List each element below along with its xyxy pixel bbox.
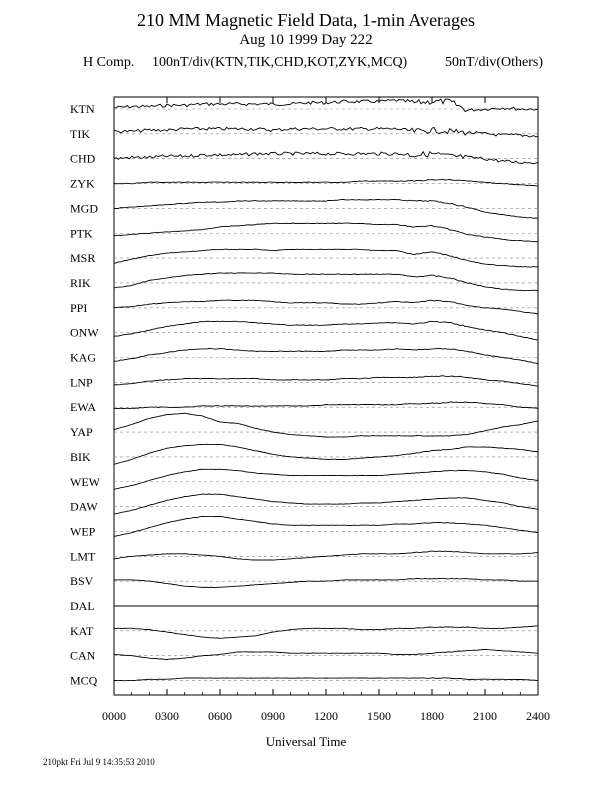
other-scale-label: 50nT/div(Others) bbox=[445, 55, 543, 70]
station-label-kag: KAG bbox=[70, 350, 96, 365]
station-label-ewa: EWA bbox=[70, 400, 96, 415]
station-label-can: CAN bbox=[70, 648, 96, 663]
trace-chd bbox=[114, 152, 538, 164]
station-label-kat: KAT bbox=[70, 623, 94, 638]
station-label-zyk: ZYK bbox=[70, 176, 95, 191]
station-label-msr: MSR bbox=[70, 251, 96, 266]
x-tick-label: 0600 bbox=[208, 709, 232, 723]
x-tick-label: 1500 bbox=[367, 709, 391, 723]
trace-lmt bbox=[114, 551, 538, 560]
x-tick-label: 1200 bbox=[314, 709, 338, 723]
x-axis-label: Universal Time bbox=[265, 734, 347, 749]
trace-mgd bbox=[114, 200, 538, 219]
trace-yap bbox=[114, 413, 538, 437]
trace-can bbox=[114, 650, 538, 660]
station-label-wep: WEP bbox=[70, 524, 96, 539]
station-label-bsv: BSV bbox=[70, 574, 94, 589]
station-labels bbox=[70, 102, 101, 688]
trace-daw bbox=[114, 494, 538, 514]
x-tick-label: 2100 bbox=[473, 709, 497, 723]
trace-onw bbox=[114, 321, 538, 340]
station-label-lmt: LMT bbox=[70, 549, 96, 564]
trace-zyk bbox=[114, 179, 538, 186]
station-label-mcq: MCQ bbox=[70, 673, 98, 688]
station-label-ptk: PTK bbox=[70, 226, 93, 241]
station-label-lnp: LNP bbox=[70, 375, 93, 390]
station-traces bbox=[114, 99, 538, 681]
component-label: H Comp. bbox=[83, 55, 135, 70]
x-tick-label: 0900 bbox=[261, 709, 285, 723]
station-label-onw: ONW bbox=[70, 325, 99, 340]
trace-bsv bbox=[114, 578, 538, 587]
station-label-daw: DAW bbox=[70, 499, 98, 514]
trace-ptk bbox=[114, 223, 538, 242]
station-baselines bbox=[114, 109, 538, 681]
station-label-bik: BIK bbox=[70, 449, 91, 464]
plot-frame bbox=[114, 97, 538, 695]
chart-subtitle: Aug 10 1999 Day 222 bbox=[239, 32, 373, 48]
trace-ppi bbox=[114, 300, 538, 314]
trace-kag bbox=[114, 348, 538, 363]
x-tick-label: 0300 bbox=[155, 709, 179, 723]
trace-lnp bbox=[114, 376, 538, 386]
station-label-mgd: MGD bbox=[70, 201, 99, 216]
trace-ewa bbox=[114, 402, 538, 409]
station-label-chd: CHD bbox=[70, 151, 96, 166]
trace-wep bbox=[114, 516, 538, 536]
main-scale-label: 100nT/div(KTN,TIK,CHD,KOT,ZYK,MCQ) bbox=[152, 55, 408, 70]
station-label-tik: TIK bbox=[70, 126, 90, 141]
station-label-ktn: KTN bbox=[70, 102, 95, 116]
station-label-dal: DAL bbox=[70, 599, 95, 613]
station-label-ppi: PPI bbox=[70, 300, 88, 315]
x-tick-label: 1800 bbox=[420, 709, 444, 723]
trace-kat bbox=[114, 626, 538, 638]
station-label-wew: WEW bbox=[70, 474, 100, 489]
footer-stamp: 210pkt Fri Jul 9 14:35:53 2010 bbox=[43, 757, 155, 767]
station-label-yap: YAP bbox=[70, 425, 93, 440]
trace-wew bbox=[114, 469, 538, 489]
x-axis-ticks bbox=[102, 97, 550, 723]
station-label-rik: RIK bbox=[70, 275, 91, 290]
trace-tik bbox=[114, 127, 538, 137]
trace-rik bbox=[114, 273, 538, 291]
trace-bik bbox=[114, 444, 538, 464]
x-tick-label: 2400 bbox=[526, 709, 550, 723]
x-tick-label: 0000 bbox=[102, 709, 126, 723]
chart-title: 210 MM Magnetic Field Data, 1-min Averages bbox=[136, 10, 476, 30]
